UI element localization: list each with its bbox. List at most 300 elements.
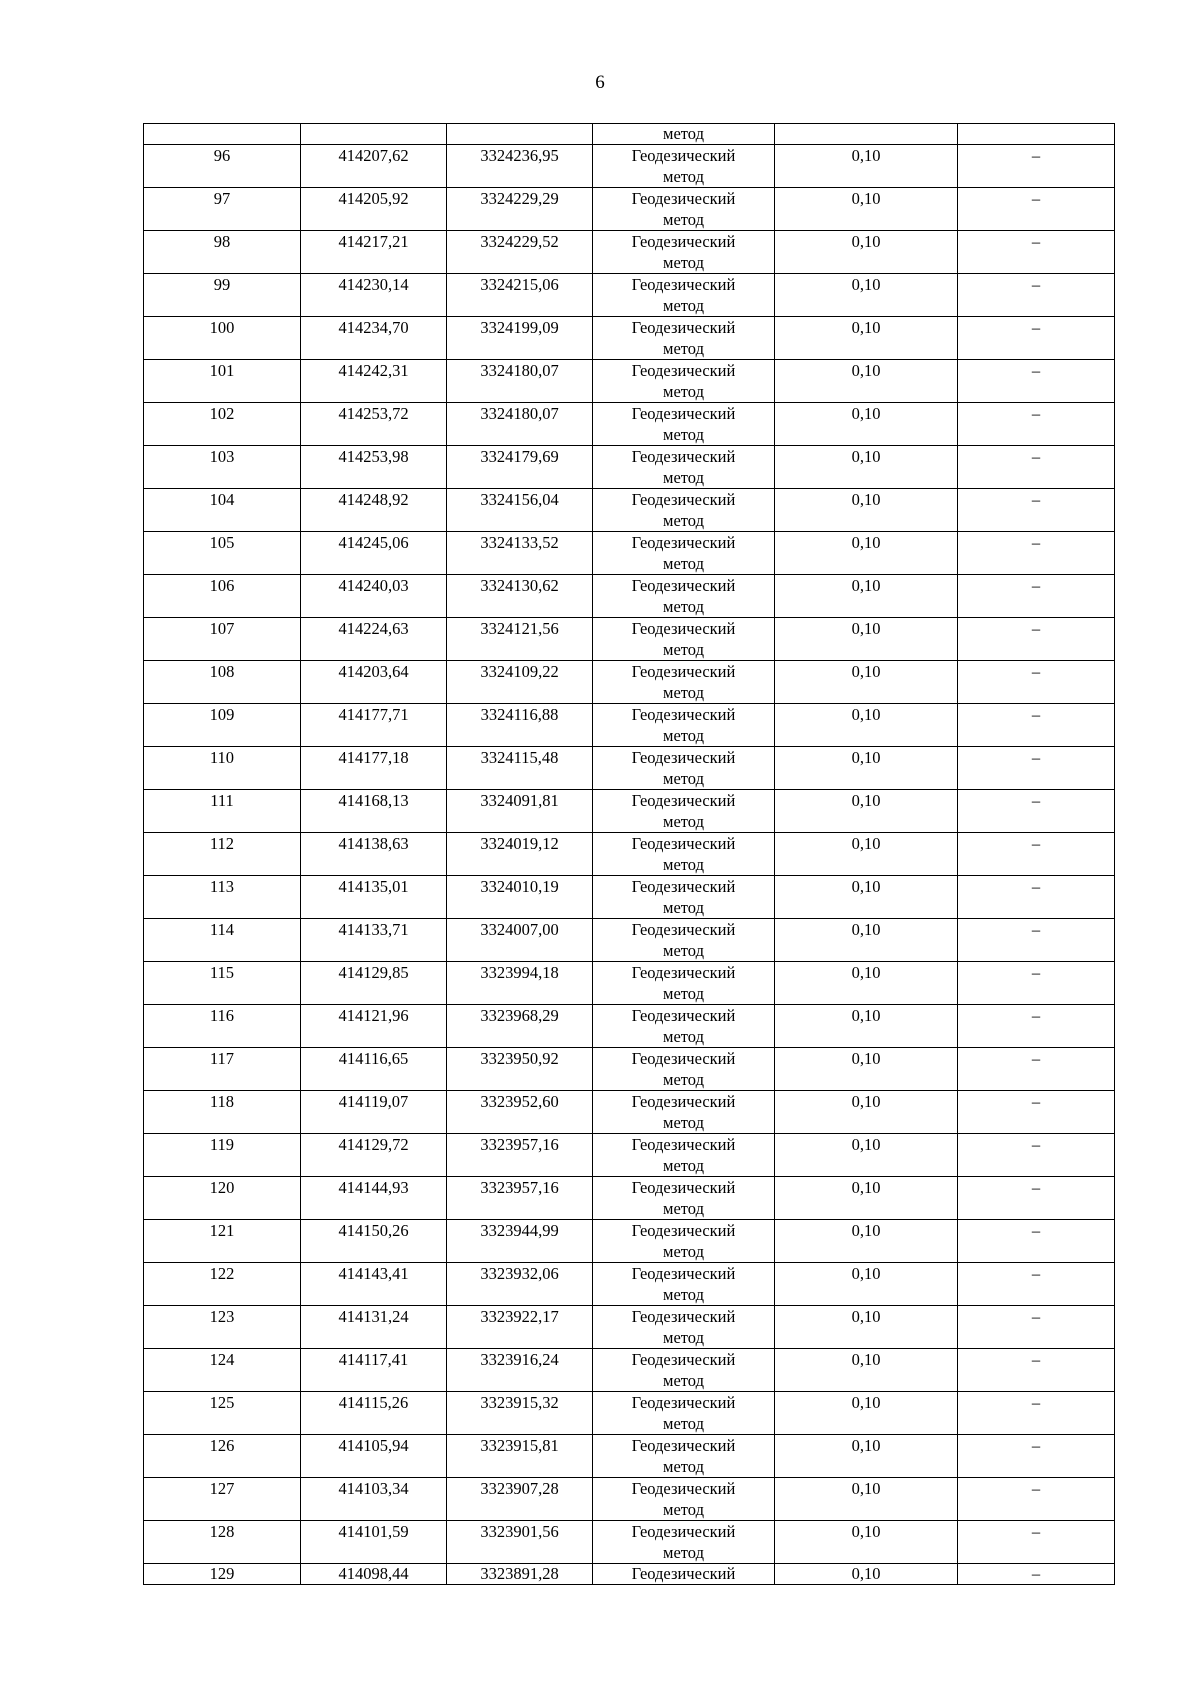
cell-x: 414098,44 — [301, 1564, 447, 1585]
cell-y: 3323932,06 — [447, 1263, 593, 1306]
method-line-1: Геодезический — [631, 1393, 736, 1412]
method-line-2: метод — [663, 855, 704, 874]
cell-note: – — [958, 446, 1115, 489]
cell-accuracy: 0,10 — [775, 919, 958, 962]
cell-note: – — [958, 188, 1115, 231]
cell-accuracy: 0,10 — [775, 1435, 958, 1478]
cell-y: 3323922,17 — [447, 1306, 593, 1349]
cell-accuracy: 0,10 — [775, 188, 958, 231]
coordinates-table — [143, 123, 1115, 1585]
cell-method — [593, 833, 775, 876]
cell-number: 120 — [144, 1177, 301, 1220]
method-line-1: Геодезический — [631, 1006, 736, 1025]
cell-method — [593, 704, 775, 747]
table-row — [144, 188, 1115, 231]
cell-y: 3323891,28 — [447, 1564, 593, 1585]
cell-number: 98 — [144, 231, 301, 274]
method-line-1: Геодезический — [631, 619, 736, 638]
cell-x: 414168,13 — [301, 790, 447, 833]
cell-y: 3324130,62 — [447, 575, 593, 618]
cell-note: – — [958, 575, 1115, 618]
table-row — [144, 317, 1115, 360]
cell-method — [593, 1521, 775, 1564]
method-line-1: Геодезический — [631, 705, 736, 724]
cell-x: 414116,65 — [301, 1048, 447, 1091]
table-row — [144, 962, 1115, 1005]
method-line-1: Геодезический — [631, 748, 736, 767]
table-row — [144, 661, 1115, 704]
method-line-2: метод — [663, 941, 704, 960]
cell-x: 414253,72 — [301, 403, 447, 446]
table-row — [144, 489, 1115, 532]
cell-number: 124 — [144, 1349, 301, 1392]
cell-number: 103 — [144, 446, 301, 489]
cell-note: – — [958, 747, 1115, 790]
cell-method — [593, 1478, 775, 1521]
method-line-2: метод — [663, 210, 704, 229]
cell-number: 104 — [144, 489, 301, 532]
table-row — [144, 446, 1115, 489]
cell-method — [593, 1349, 775, 1392]
cell-accuracy: 0,10 — [775, 618, 958, 661]
cell-number: 109 — [144, 704, 301, 747]
cell-x: 414143,41 — [301, 1263, 447, 1306]
cell-x: 414133,71 — [301, 919, 447, 962]
cell-accuracy: 0,10 — [775, 1134, 958, 1177]
cell-accuracy: 0,10 — [775, 1048, 958, 1091]
method-line-2: метод — [663, 296, 704, 315]
cell-number: 122 — [144, 1263, 301, 1306]
method-line-2: метод — [663, 554, 704, 573]
cell-method — [593, 1435, 775, 1478]
cell-note: – — [958, 962, 1115, 1005]
method-line-2: метод — [663, 167, 704, 186]
cell-y: 3324091,81 — [447, 790, 593, 833]
table-row — [144, 1263, 1115, 1306]
cell-y: 3324156,04 — [447, 489, 593, 532]
cell-x: 414248,92 — [301, 489, 447, 532]
cell-note: – — [958, 1091, 1115, 1134]
cell-note: – — [958, 1005, 1115, 1048]
continuation-row — [144, 124, 1115, 145]
cell-method — [593, 317, 775, 360]
cell-number: 100 — [144, 317, 301, 360]
method-line-1: Геодезический — [631, 576, 736, 595]
method-line-1: Геодезический — [631, 1178, 736, 1197]
method-line-1: Геодезический — [631, 146, 736, 165]
method-line-1: Геодезический — [631, 1264, 736, 1283]
cell-number: 121 — [144, 1220, 301, 1263]
method-line-1: Геодезический — [631, 920, 736, 939]
table-row — [144, 575, 1115, 618]
method-line-2: метод — [663, 1543, 704, 1562]
table-row — [144, 1134, 1115, 1177]
method-line-2: метод — [663, 984, 704, 1003]
cell-number: 108 — [144, 661, 301, 704]
cell-note: – — [958, 1349, 1115, 1392]
cell-x: 414207,62 — [301, 145, 447, 188]
method-line-2: метод — [663, 726, 704, 745]
cell-x: 414224,63 — [301, 618, 447, 661]
cell-accuracy: 0,10 — [775, 1177, 958, 1220]
table-row — [144, 145, 1115, 188]
method-line-2: метод — [663, 683, 704, 702]
cell-method — [593, 1177, 775, 1220]
cell-note: – — [958, 1564, 1115, 1585]
cell-method — [593, 1263, 775, 1306]
cell-y: 3324236,95 — [447, 145, 593, 188]
cell-number: 116 — [144, 1005, 301, 1048]
cell-y: 3323994,18 — [447, 962, 593, 1005]
cell-method — [593, 188, 775, 231]
cell-note: – — [958, 790, 1115, 833]
cell-note: – — [958, 1134, 1115, 1177]
method-line-1: Геодезический — [631, 662, 736, 681]
method-line-1: Геодезический — [631, 533, 736, 552]
cell-y: 3323901,56 — [447, 1521, 593, 1564]
method-line-1: Геодезический — [631, 1135, 736, 1154]
cell-y: 3324229,29 — [447, 188, 593, 231]
table-row — [144, 876, 1115, 919]
cell-x: 414240,03 — [301, 575, 447, 618]
cell-number: 129 — [144, 1564, 301, 1585]
cell-note: – — [958, 274, 1115, 317]
cell-x: 414105,94 — [301, 1435, 447, 1478]
table-row — [144, 1091, 1115, 1134]
method-line-2: метод — [663, 1285, 704, 1304]
method-line-1: Геодезический — [631, 1436, 736, 1455]
cell-note: – — [958, 145, 1115, 188]
method-line-1: Геодезический — [631, 834, 736, 853]
cell-x: 414135,01 — [301, 876, 447, 919]
cell-accuracy: 0,10 — [775, 962, 958, 1005]
cell-method — [593, 575, 775, 618]
table-row — [144, 790, 1115, 833]
cell-x: 414205,92 — [301, 188, 447, 231]
table-row — [144, 231, 1115, 274]
table-row — [144, 1478, 1115, 1521]
method-line-2: метод — [663, 253, 704, 272]
cell-note: – — [958, 661, 1115, 704]
method-line-1: Геодезический — [631, 1522, 736, 1541]
method-line-1: Геодезический — [631, 490, 736, 509]
table-row — [144, 1435, 1115, 1478]
cell-accuracy: 0,10 — [775, 231, 958, 274]
table-row — [144, 1220, 1115, 1263]
method-line-2: метод — [663, 597, 704, 616]
cell-method — [593, 1306, 775, 1349]
cell-method: Геодезический — [593, 1564, 775, 1585]
cell-accuracy: 0,10 — [775, 833, 958, 876]
cell-number: 128 — [144, 1521, 301, 1564]
method-line-2: метод — [663, 1199, 704, 1218]
cell-x: 414119,07 — [301, 1091, 447, 1134]
table-row — [144, 618, 1115, 661]
table-row — [144, 360, 1115, 403]
cell-x: 414230,14 — [301, 274, 447, 317]
cell-note: – — [958, 1048, 1115, 1091]
cell-x: 414177,71 — [301, 704, 447, 747]
cell-method — [593, 790, 775, 833]
method-line-2: метод — [663, 1328, 704, 1347]
cell-x: 414121,96 — [301, 1005, 447, 1048]
cell-note: – — [958, 1263, 1115, 1306]
table-row — [144, 1177, 1115, 1220]
cell-number: 118 — [144, 1091, 301, 1134]
cell-number: 114 — [144, 919, 301, 962]
method-line-2: метод — [663, 898, 704, 917]
cell-number: 123 — [144, 1306, 301, 1349]
cell-number: 112 — [144, 833, 301, 876]
cell-accuracy: 0,10 — [775, 360, 958, 403]
cell-y: 3324116,88 — [447, 704, 593, 747]
method-line-1: Геодезический — [631, 232, 736, 251]
method-line-2: метод — [663, 339, 704, 358]
cell-y: 3324121,56 — [447, 618, 593, 661]
cell-accuracy: 0,10 — [775, 1521, 958, 1564]
cell-y: 3324133,52 — [447, 532, 593, 575]
cell-accuracy: 0,10 — [775, 532, 958, 575]
cell-method — [593, 489, 775, 532]
cell-x: 414203,64 — [301, 661, 447, 704]
cell-number: 99 — [144, 274, 301, 317]
cell-number: 115 — [144, 962, 301, 1005]
cell-method — [593, 446, 775, 489]
cell-method — [593, 1134, 775, 1177]
table-row — [144, 919, 1115, 962]
cell-accuracy: 0,10 — [775, 575, 958, 618]
cell-y: 3323944,99 — [447, 1220, 593, 1263]
cell-x: 414115,26 — [301, 1392, 447, 1435]
cell-method — [593, 747, 775, 790]
table-row-last — [144, 1564, 1115, 1585]
method-line-2: метод — [663, 1414, 704, 1433]
cell-y: 3324199,09 — [447, 317, 593, 360]
method-line-1: Геодезический — [631, 275, 736, 294]
method-line-2: метод — [663, 468, 704, 487]
cell-note: – — [958, 1521, 1115, 1564]
cell-accuracy: 0,10 — [775, 1091, 958, 1134]
cell-method — [593, 876, 775, 919]
cell-method: метод — [593, 124, 775, 145]
cell-number — [144, 124, 301, 145]
cell-note: – — [958, 618, 1115, 661]
cell-accuracy: 0,10 — [775, 790, 958, 833]
cell-method — [593, 532, 775, 575]
method-line-2: метод — [663, 1027, 704, 1046]
cell-y: 3324180,07 — [447, 403, 593, 446]
cell-y: 3323968,29 — [447, 1005, 593, 1048]
cell-y: 3324007,00 — [447, 919, 593, 962]
cell-number: 102 — [144, 403, 301, 446]
method-line-2: метод — [663, 382, 704, 401]
cell-y: 3323957,16 — [447, 1134, 593, 1177]
cell-method — [593, 661, 775, 704]
cell-method — [593, 274, 775, 317]
cell-note: – — [958, 360, 1115, 403]
table-row — [144, 274, 1115, 317]
cell-method — [593, 618, 775, 661]
cell-number: 125 — [144, 1392, 301, 1435]
cell-x: 414217,21 — [301, 231, 447, 274]
method-line-1: Геодезический — [631, 1221, 736, 1240]
method-line-2: метод — [663, 1156, 704, 1175]
cell-accuracy: 0,10 — [775, 489, 958, 532]
cell-x: 414138,63 — [301, 833, 447, 876]
method-line-1: Геодезический — [631, 963, 736, 982]
cell-accuracy: 0,10 — [775, 1005, 958, 1048]
method-line-2: метод — [663, 1070, 704, 1089]
method-line-2: метод — [663, 1113, 704, 1132]
cell-y: 3324215,06 — [447, 274, 593, 317]
cell-y: 3324019,12 — [447, 833, 593, 876]
cell-accuracy: 0,10 — [775, 747, 958, 790]
cell-note: – — [958, 489, 1115, 532]
method-line-1: Геодезический — [631, 447, 736, 466]
cell-x: 414129,85 — [301, 962, 447, 1005]
table-row — [144, 1349, 1115, 1392]
method-line-2: метод — [663, 640, 704, 659]
table-row — [144, 1048, 1115, 1091]
cell-note: – — [958, 1306, 1115, 1349]
cell-note: – — [958, 1478, 1115, 1521]
cell-number: 126 — [144, 1435, 301, 1478]
cell-x: 414117,41 — [301, 1349, 447, 1392]
cell-x: 414144,93 — [301, 1177, 447, 1220]
cell-note: – — [958, 704, 1115, 747]
cell-method — [593, 231, 775, 274]
cell-number: 110 — [144, 747, 301, 790]
cell-note: – — [958, 1435, 1115, 1478]
cell-accuracy: 0,10 — [775, 661, 958, 704]
table-row — [144, 704, 1115, 747]
cell-note: – — [958, 1220, 1115, 1263]
table-row — [144, 1005, 1115, 1048]
method-line-1: Геодезический — [631, 877, 736, 896]
cell-x: 414101,59 — [301, 1521, 447, 1564]
cell-number: 106 — [144, 575, 301, 618]
method-line-1: Геодезический — [631, 189, 736, 208]
cell-x: 414150,26 — [301, 1220, 447, 1263]
cell-method — [593, 1220, 775, 1263]
cell-method — [593, 919, 775, 962]
cell-number: 97 — [144, 188, 301, 231]
cell-accuracy: 0,10 — [775, 1220, 958, 1263]
cell-note: – — [958, 403, 1115, 446]
method-line-2: метод — [663, 511, 704, 530]
cell-method — [593, 1005, 775, 1048]
page-number: 6 — [595, 72, 605, 93]
method-line-2: метод — [663, 769, 704, 788]
cell-accuracy: 0,10 — [775, 704, 958, 747]
cell-number: 105 — [144, 532, 301, 575]
cell-method — [593, 1091, 775, 1134]
cell-accuracy: 0,10 — [775, 1564, 958, 1585]
method-line-1: Геодезический — [631, 404, 736, 423]
method-line-2: метод — [663, 1500, 704, 1519]
cell-y: 3323916,24 — [447, 1349, 593, 1392]
cell-accuracy: 0,10 — [775, 274, 958, 317]
cell-note: – — [958, 1177, 1115, 1220]
method-line-2: метод — [663, 1457, 704, 1476]
cell-y: 3324179,69 — [447, 446, 593, 489]
cell-accuracy: 0,10 — [775, 1306, 958, 1349]
cell-x: 414245,06 — [301, 532, 447, 575]
cell-number: 111 — [144, 790, 301, 833]
method-line-1: Геодезический — [631, 361, 736, 380]
table-row — [144, 747, 1115, 790]
method-line-1: Геодезический — [631, 1049, 736, 1068]
table-row — [144, 1521, 1115, 1564]
cell-method — [593, 1392, 775, 1435]
cell-x: 414177,18 — [301, 747, 447, 790]
cell-accuracy: 0,10 — [775, 317, 958, 360]
cell-y: 3324115,48 — [447, 747, 593, 790]
cell-y: 3323952,60 — [447, 1091, 593, 1134]
method-line-1: Геодезический — [631, 1092, 736, 1111]
cell-accuracy: 0,10 — [775, 145, 958, 188]
cell-note: – — [958, 317, 1115, 360]
cell-accuracy: 0,10 — [775, 1349, 958, 1392]
cell-x — [301, 124, 447, 145]
cell-accuracy: 0,10 — [775, 403, 958, 446]
cell-x: 414242,31 — [301, 360, 447, 403]
cell-note: – — [958, 231, 1115, 274]
cell-x: 414234,70 — [301, 317, 447, 360]
method-line-1: Геодезический — [631, 318, 736, 337]
cell-y: 3323907,28 — [447, 1478, 593, 1521]
cell-y: 3324010,19 — [447, 876, 593, 919]
table-row — [144, 833, 1115, 876]
method-line-2: метод — [663, 812, 704, 831]
cell-number: 127 — [144, 1478, 301, 1521]
table-row — [144, 403, 1115, 446]
cell-number: 96 — [144, 145, 301, 188]
cell-number: 113 — [144, 876, 301, 919]
method-line-2: метод — [663, 425, 704, 444]
table-row — [144, 1306, 1115, 1349]
cell-accuracy: 0,10 — [775, 1392, 958, 1435]
cell-accuracy — [775, 124, 958, 145]
method-line-1: Геодезический — [631, 1479, 736, 1498]
cell-method — [593, 360, 775, 403]
cell-x: 414131,24 — [301, 1306, 447, 1349]
cell-accuracy: 0,10 — [775, 876, 958, 919]
cell-method — [593, 1048, 775, 1091]
cell-number: 117 — [144, 1048, 301, 1091]
cell-number: 101 — [144, 360, 301, 403]
cell-note — [958, 124, 1115, 145]
cell-number: 107 — [144, 618, 301, 661]
cell-x: 414129,72 — [301, 1134, 447, 1177]
cell-method — [593, 403, 775, 446]
cell-method — [593, 145, 775, 188]
cell-y: 3324109,22 — [447, 661, 593, 704]
cell-accuracy: 0,10 — [775, 446, 958, 489]
cell-y: 3323950,92 — [447, 1048, 593, 1091]
cell-note: – — [958, 1392, 1115, 1435]
cell-accuracy: 0,10 — [775, 1263, 958, 1306]
cell-y: 3323915,81 — [447, 1435, 593, 1478]
cell-x: 414253,98 — [301, 446, 447, 489]
cell-method — [593, 962, 775, 1005]
method-line-2: метод — [663, 1371, 704, 1390]
table-row — [144, 1392, 1115, 1435]
cell-y: 3323957,16 — [447, 1177, 593, 1220]
method-line-1: Геодезический — [631, 791, 736, 810]
method-line-1: Геодезический — [631, 1350, 736, 1369]
cell-y: 3324180,07 — [447, 360, 593, 403]
